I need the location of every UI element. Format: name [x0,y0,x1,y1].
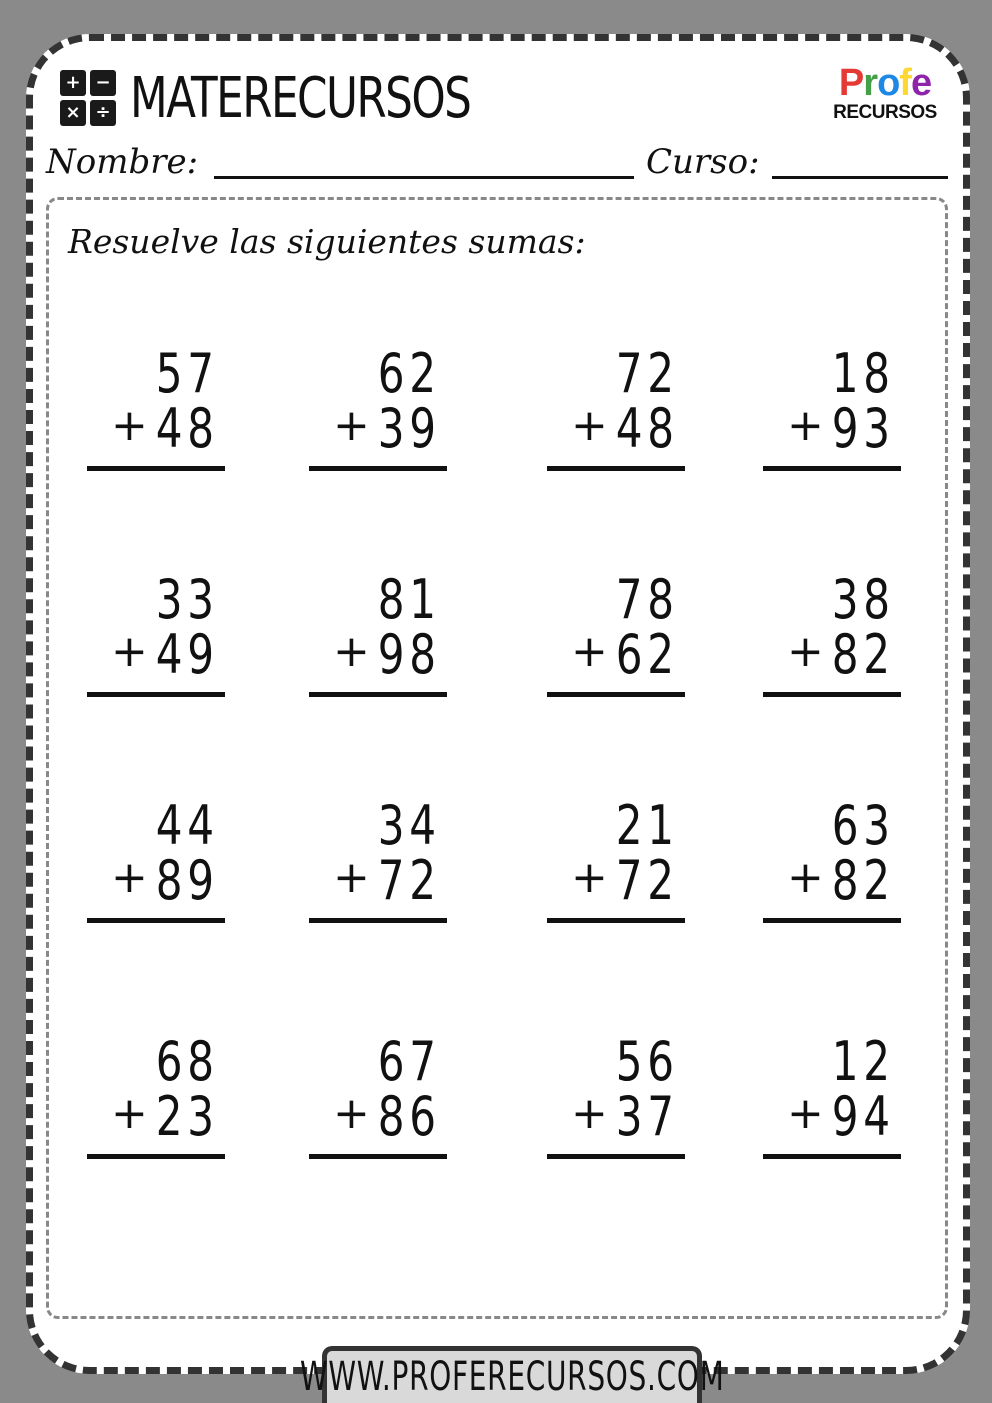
answer-line[interactable] [309,1154,447,1159]
addition-problem [309,568,449,702]
logo-subtitle: RECURSOS [833,102,937,123]
answer-line[interactable] [309,466,447,471]
footer-tab [299,1346,725,1403]
first-addend: 33 [156,568,219,631]
first-addend: 72 [616,342,679,405]
plus-sign: + [333,852,370,903]
answer-line[interactable] [309,918,447,923]
plus-sign: + [111,1088,148,1139]
second-addend: 23 [156,1085,219,1148]
plus-sign: + [787,400,824,451]
first-addend: 21 [616,794,679,857]
addition-problem [309,342,449,476]
divide-icon: ÷ [90,100,116,126]
second-addend: 93 [832,397,895,460]
answer-line[interactable] [87,466,225,471]
plus-sign: + [787,852,824,903]
first-addend: 34 [378,794,441,857]
student-fields [46,140,948,184]
second-addend: 82 [832,849,895,912]
profe-recursos-logo [830,64,940,124]
answer-line[interactable] [547,466,685,471]
plus-sign: + [111,852,148,903]
second-addend: 48 [156,397,219,460]
second-addend: 72 [378,849,441,912]
answer-line[interactable] [87,1154,225,1159]
answer-line[interactable] [763,692,901,697]
addition-problem [87,568,227,702]
second-addend: 98 [378,623,441,686]
first-addend: 56 [616,1030,679,1093]
answer-line[interactable] [547,1154,685,1159]
instruction-text: Resuelve las siguientes sumas: [68,222,586,261]
plus-sign: + [787,626,824,677]
first-addend: 68 [156,1030,219,1093]
addition-problem [547,342,687,476]
logo-letter: o [877,62,900,104]
plus-sign: + [333,400,370,451]
first-addend: 44 [156,794,219,857]
first-addend: 81 [378,568,441,631]
logo-word [830,64,940,102]
second-addend: 49 [156,623,219,686]
first-addend: 67 [378,1030,441,1093]
plus-sign: + [333,626,370,677]
first-addend: 38 [832,568,895,631]
name-label: Nombre: [46,142,199,182]
course-label: Curso: [646,142,760,182]
first-addend: 62 [378,342,441,405]
plus-sign: + [333,1088,370,1139]
second-addend: 89 [156,849,219,912]
first-addend: 57 [156,342,219,405]
answer-line[interactable] [763,918,901,923]
course-field-line[interactable] [772,176,948,179]
addition-problem [87,794,227,928]
addition-problem [547,568,687,702]
plus-sign: + [111,400,148,451]
addition-problem [763,342,903,476]
logo-letter: e [910,62,932,104]
addition-problem [309,794,449,928]
plus-sign: + [111,626,148,677]
answer-line[interactable] [309,692,447,697]
answer-line[interactable] [547,918,685,923]
first-addend: 78 [616,568,679,631]
addition-problem [763,794,903,928]
addition-problem [309,1030,449,1164]
second-addend: 82 [832,623,895,686]
first-addend: 12 [832,1030,895,1093]
addition-problem [763,568,903,702]
answer-line[interactable] [87,692,225,697]
logo-letter: f [899,62,911,104]
answer-line[interactable] [547,692,685,697]
second-addend: 48 [616,397,679,460]
brand [60,65,566,131]
plus-sign: + [571,852,608,903]
answer-line[interactable] [763,1154,901,1159]
answer-line[interactable] [763,466,901,471]
plus-sign: + [571,1088,608,1139]
addition-problem [547,1030,687,1164]
second-addend: 62 [616,623,679,686]
brand-name: MATERECURSOS [130,65,471,131]
plus-sign: + [571,626,608,677]
plus-sign: + [571,400,608,451]
second-addend: 39 [378,397,441,460]
first-addend: 63 [832,794,895,857]
second-addend: 37 [616,1085,679,1148]
minus-icon: − [90,70,116,96]
answer-line[interactable] [87,918,225,923]
first-addend: 18 [832,342,895,405]
plus-sign: + [787,1088,824,1139]
logo-letter: P [838,62,864,104]
second-addend: 86 [378,1085,441,1148]
addition-problem [763,1030,903,1164]
footer-url: WWW.PROFERECURSOS.COM [299,1354,725,1400]
plus-icon: + [60,70,86,96]
addition-problem [547,794,687,928]
math-operations-icon [60,70,116,126]
multiply-icon: × [60,100,86,126]
logo-letter: r [863,62,878,104]
name-field-line[interactable] [214,176,634,179]
second-addend: 94 [832,1085,895,1148]
addition-problem [87,1030,227,1164]
addition-problem [87,342,227,476]
second-addend: 72 [616,849,679,912]
